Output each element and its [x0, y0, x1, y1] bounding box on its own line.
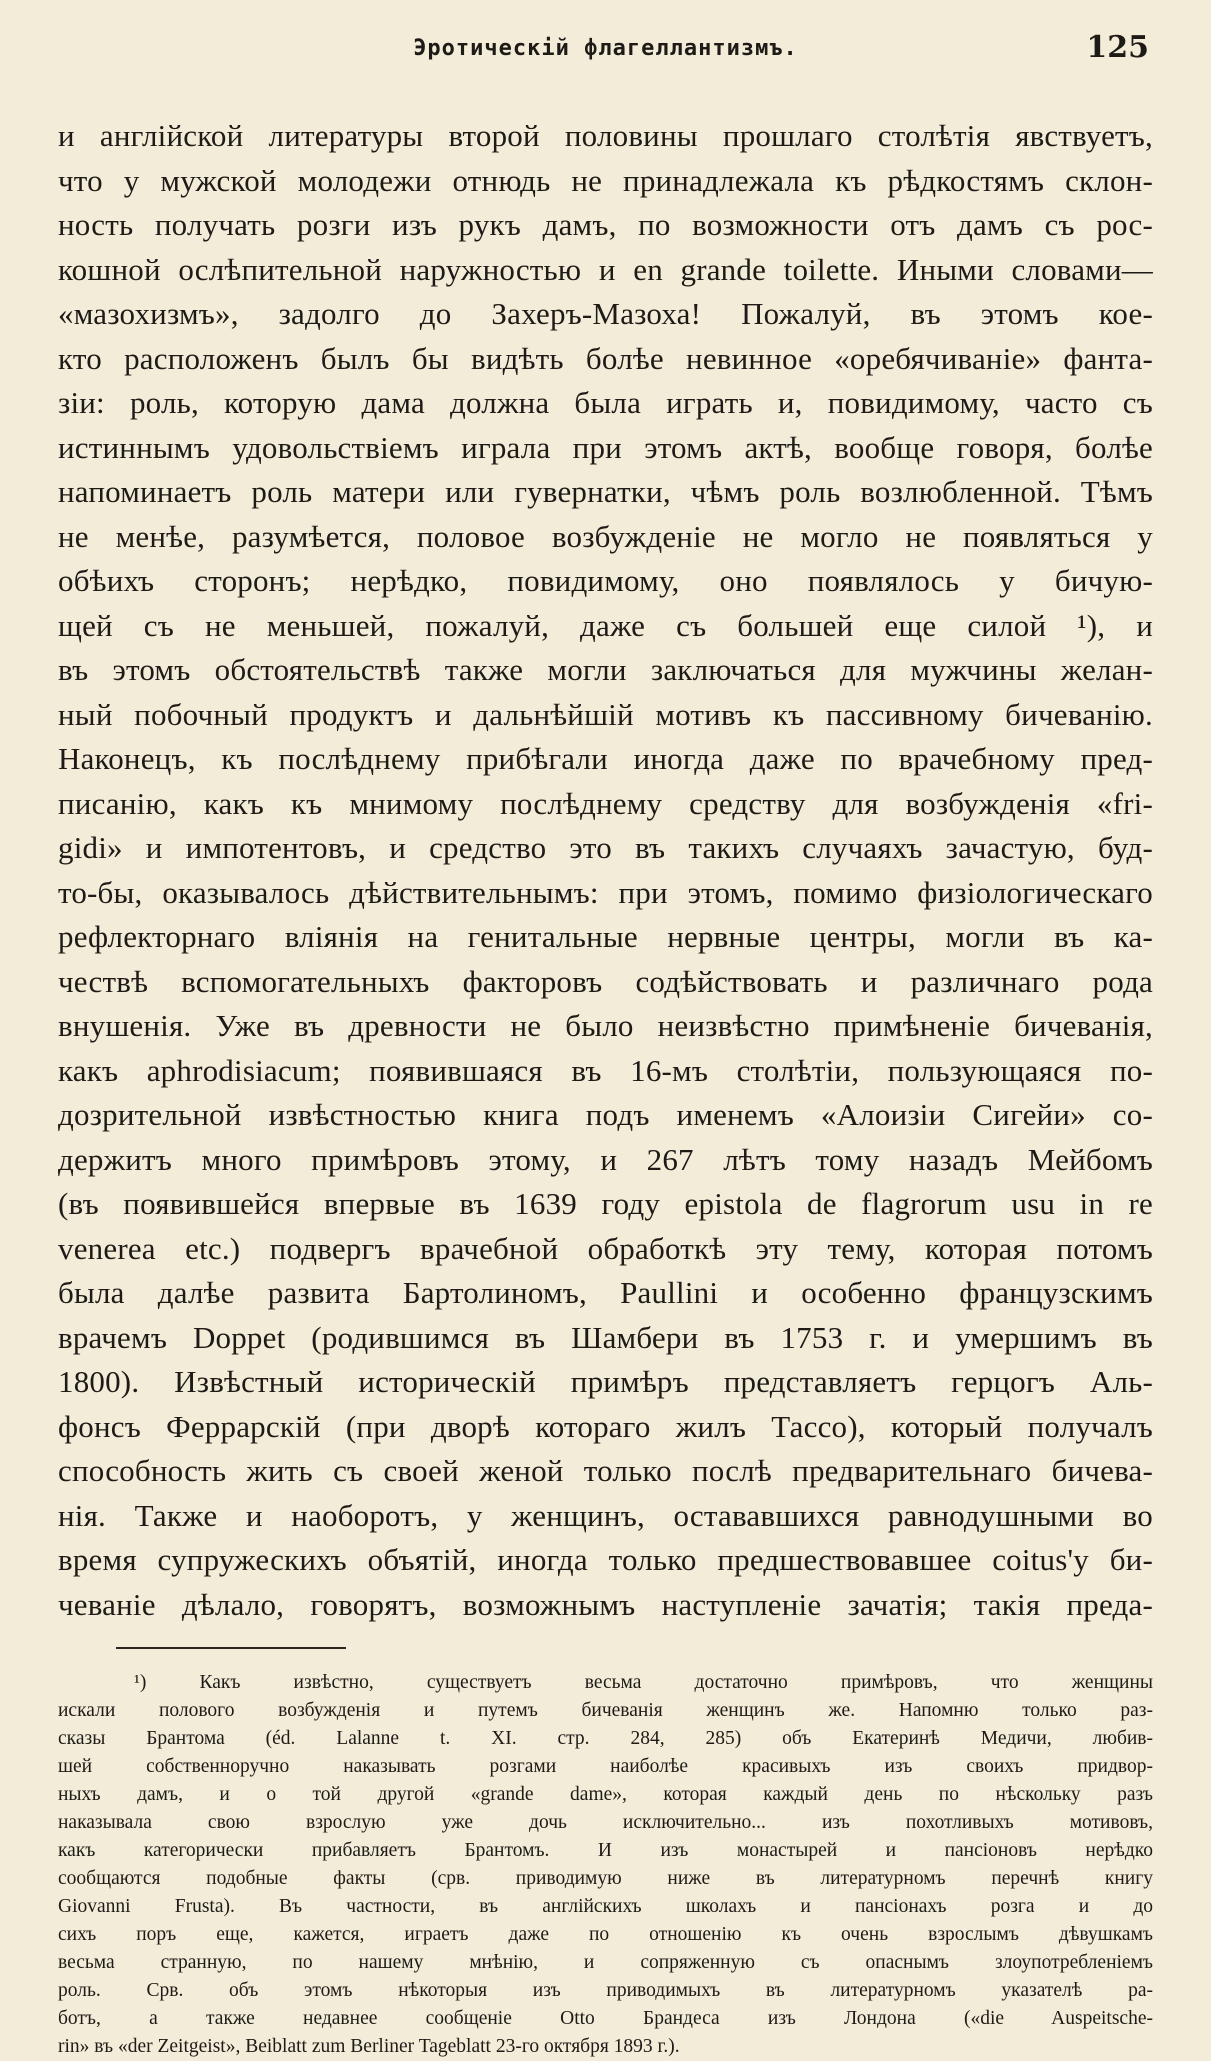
text-line: ность получать розги изъ рукъ дамъ, по возможности отъ дамъ съ рос-	[58, 207, 1153, 242]
running-title: Эротическій флагеллантизмъ.	[413, 36, 798, 61]
footnote-line: весьма странную, по нашему мнѣнію, и сопряженную съ опаснымъ злоупотребленіемъ	[58, 1952, 1153, 1973]
text-line: нія. Также и наоборотъ, у женщинъ, остававшихся равнодушными во	[58, 1497, 1153, 1533]
footnote-line: шей собственноручно наказывать розгами наиболѣе красивыхъ изъ своихъ придвор-	[58, 1756, 1153, 1777]
text-line: зіи: роль, которую дама должна была играть и, повидимому, часто съ	[58, 385, 1153, 420]
text-line: чествѣ вспомогательныхъ факторовъ содѣйствовать и различнаго рода	[58, 963, 1153, 999]
text-line: внушенія. Уже въ древности не было неизвѣстно примѣненіе бичеванія,	[58, 1008, 1153, 1043]
text-line: gidi» и импотентовъ, и средство это въ такихъ случаяхъ зачастую, буд-	[58, 830, 1153, 865]
footnote-line: rin» въ «der Zeitgeist», Beiblatt zum Berliner Tageblatt 23-го октября 1893 г.).	[58, 2036, 680, 2057]
text-line: рефлекторнаго вліянія на генитальные нервные центры, могли въ ка-	[58, 919, 1153, 954]
text-line: чеваніе дѣлало, говорятъ, возможнымъ наступленіе зачатія; такія преда-	[58, 1586, 1153, 1622]
text-line: какъ aphrodisiacum; появившаяся въ 16-мъ столѣтіи, пользующаяся по-	[58, 1052, 1153, 1088]
main-text	[58, 114, 1153, 1627]
text-line: писанію, какъ къ мнимому послѣднему средству для возбужденія «fri-	[58, 785, 1153, 821]
text-line: была далѣе развита Бартолиномъ, Paullini и особенно французскимъ	[58, 1275, 1153, 1310]
text-line: напоминаетъ роль матери или гувернатки, чѣмъ роль возлюбленной. Тѣмъ	[58, 474, 1153, 509]
page-number: 125	[1086, 30, 1149, 65]
footnote-line: искали полового возбужденія и путемъ бичеванія женщинъ же. Напомню только раз-	[58, 1700, 1153, 1721]
footnote	[58, 1669, 1153, 2061]
text-line: venerea etc.) подвергъ врачебной обработкѣ эту тему, которая потомъ	[58, 1230, 1153, 1266]
text-line: не менѣе, разумѣется, половое возбужденіе не могло не появляться у	[58, 518, 1153, 554]
footnote-line: сообщаются подобные факты (срв. приводимую ниже въ литературномъ перечнѣ книгу	[58, 1868, 1153, 1889]
text-line: истиннымъ удовольствіемъ играла при этомъ актѣ, вообще говоря, болѣе	[58, 429, 1153, 465]
text-line: и англійской литературы второй половины прошлаго столѣтія явствуетъ,	[58, 118, 1153, 153]
text-line: что у мужской молодежи отнюдь не принадлежала къ рѣдкостямъ склон-	[58, 162, 1153, 198]
text-line: то-бы, оказывалось дѣйствительнымъ: при этомъ, помимо физіологическаго	[58, 874, 1153, 910]
text-line: время супружескихъ объятій, иногда только предшествовавшее coitus'у би-	[58, 1542, 1153, 1577]
footnote-divider	[116, 1647, 346, 1649]
text-line: въ этомъ обстоятельствѣ также могли заключаться для мужчины желан-	[58, 652, 1153, 687]
text-line: щей съ не меньшей, пожалуй, даже съ большей еще силой ¹), и	[58, 607, 1153, 643]
footnote-line: ¹) Какъ извѣстно, существуетъ весьма достаточно примѣровъ, что женщины	[134, 1672, 1153, 1693]
text-line: (въ появившейся впервые въ 1639 году epistola de flagrorum usu in re	[58, 1186, 1153, 1221]
footnote-line: роль. Срв. объ этомъ нѣкоторыя изъ приводимыхъ въ литературномъ указателѣ ра-	[58, 1980, 1153, 2001]
text-line: способность жить съ своей женой только послѣ предварительнаго бичева-	[58, 1453, 1153, 1488]
footnote-line: ныхъ дамъ, и о той другой «grande dame», которая каждый день по нѣскольку разъ	[58, 1784, 1153, 1805]
footnote-line: сихъ поръ еще, кажется, играетъ даже по отношенію къ очень взрослымъ дѣвушкамъ	[58, 1924, 1153, 1945]
footnote-line: какъ категорически прибавляетъ Брантомъ. И изъ монастырей и пансіоновъ нерѣдко	[58, 1840, 1153, 1861]
text-line: кто расположенъ былъ бы видѣть болѣе невинное «оребячиваніе» фанта-	[58, 340, 1153, 376]
footnote-line: наказывала свою взрослую уже дочь исключительно... изъ похотливыхъ мотивовъ,	[58, 1812, 1153, 1833]
text-line: кошной ослѣпительной наружностью и en grande toilette. Иными словами—	[58, 251, 1153, 287]
text-line: фонсъ Феррарскій (при дворѣ котораго жилъ Тассо), который получалъ	[58, 1408, 1153, 1444]
text-line: держитъ много примѣровъ этому, и 267 лѣтъ тому назадъ Мейбомъ	[58, 1141, 1153, 1177]
text-line: врачемъ Doppet (родившимся въ Шамбери въ 1753 г. и умершимъ въ	[58, 1319, 1153, 1355]
book-page	[58, 28, 1153, 2057]
footnote-line: ботъ, а также недавнее сообщеніе Otto Брандеса изъ Лондона («die Auspeitsche-	[58, 2008, 1153, 2029]
page-header	[58, 28, 1153, 70]
text-line: «мазохизмъ», задолго до Захеръ-Мазоха! Пожалуй, въ этомъ кое-	[58, 296, 1153, 331]
text-line: ный побочный продуктъ и дальнѣйшій мотивъ къ пассивному бичеванію.	[58, 696, 1153, 732]
footnote-line: Giovanni Frusta). Въ частности, въ англійскихъ школахъ и пансіонахъ розга и до	[58, 1896, 1153, 1917]
text-line: Наконецъ, къ послѣднему прибѣгали иногда даже по врачебному пред-	[58, 741, 1153, 776]
text-line: обѣихъ сторонъ; нерѣдко, повидимому, оно появлялось у бичую-	[58, 563, 1153, 598]
footnote-line: сказы Брантома (éd. Lalanne t. XI. стр. 284, 285) объ Екатеринѣ Медичи, любив-	[58, 1728, 1153, 1749]
text-line: 1800). Извѣстный историческій примѣръ представляетъ герцогъ Аль-	[58, 1364, 1153, 1399]
text-line: дозрительной извѣстностью книга подъ именемъ «Алоизіи Сигейи» со-	[58, 1097, 1153, 1132]
